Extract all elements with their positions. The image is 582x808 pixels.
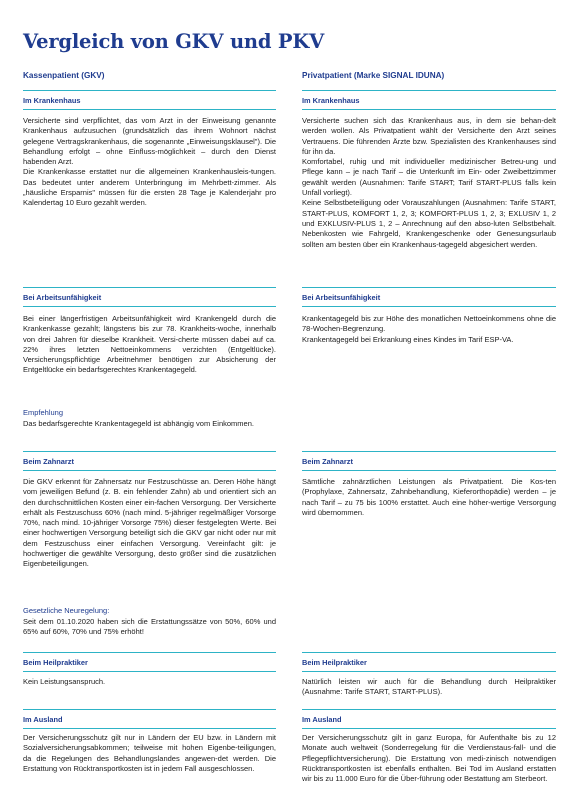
page-title: Vergleich von GKV und PKV: [23, 30, 325, 53]
divider-right: [302, 90, 556, 91]
divider-right: [302, 671, 556, 672]
section-heading-right: Im Krankenhaus: [302, 96, 360, 105]
recommendation-text: Das bedarfsgerechte Krankentagegeld ist abhängig vom Einkommen.: [23, 419, 254, 428]
gkv-dentist-text: Die GKV erkennt für Zahnersatz nur Festzuschüsse an. Deren Höhe hängt vom jeweiligen Befund (z. B. ein fehlender Zahn) ab und orientiert sich an den durchschnittlichen Kosten einer ein-fachen Versorgung. Der Versicherte erhält als Festzuschuss 60% (nach mind. 5-jähriger regelmäßiger Vorsorge 70%, nach mind. 10-jähriger Vorsorge 75%) dieser festgelegten Werte. Bei einer hochwertigen Versorgung beteiligt sich die GKV gar nicht oder nur mit dem Festzuschuss einer einfachen Versorgung. Vereinfacht gilt: je hochwertiger die gewählte Versorgung, desto größer sind die zusätzlichen Eigenbeteiligungen.: [23, 477, 276, 569]
divider-right: [302, 470, 556, 471]
section-heading-right: Beim Heilpraktiker: [302, 658, 367, 667]
divider-left: [23, 90, 276, 91]
section-heading-left: Beim Heilpraktiker: [23, 658, 88, 667]
pkv-dentist-text: Sämtliche zahnärztlichen Leistungen als Privatpatient. Die Kos-ten (Prophylaxe, Zahnersatz, Zahnbehandlung, Kieferorthopädie) werden – je nach Tarif – zu 75 bis 100% erstattet. Auch eine höher-wertige Versorgung wird übernommen.: [302, 477, 556, 517]
gkv-incapacity-text: Bei einer längerfristigen Arbeitsunfähigkeit wird Krankengeld durch die Krankenkasse gezahlt; längstens bis zur 78. Krankheits-woche, innerhalb von drei Jahren für dieselbe Krankheit. Versi-cherte müssen dabei auf ca. 22% ihres letzten Nettoeinkommens verzichten (Entgeltlücke). Versicherungspflichtige Arbeitnehmer benötigen zur Absicherung der Entgeltlücke ein bedarfsgerechtes Krankentagegeld.: [23, 314, 276, 375]
divider-left: [23, 451, 276, 452]
column-heading-gkv: Kassenpatient (GKV): [23, 71, 105, 80]
divider-right: [302, 709, 556, 710]
gkv-hospital-text: Versicherte sind verpflichtet, das vom Arzt in der Einweisung genannte Krankenhaus aufzusuchen (grundsätzlich das ihrem Wohnort nächst gelegene Vertragskrankenhaus, die sogenannte „Einweisungsklausel"). Die Behandlung erfolgt – ohne Einfluss-möglichkeit – durch den Dienst habenden Arzt. Die Krankenkasse erstattet nur die allgemeinen Krankenhausleis-tungen. Das bedeutet unter anderem Unterbringung im Mehrbett-zimmer. Als „häusliche Ersparnis" müssen für die ersten 28 Tage je Kalenderjahr pro Kalendertag 10 Euro gezahlt werden.: [23, 116, 276, 208]
new-regulation-text: Seit dem 01.10.2020 haben sich die Erstattungssätze von 50%, 60% und 65% auf 60%, 70% und 75% erhöht!: [23, 617, 276, 637]
column-heading-pkv: Privatpatient (Marke SIGNAL IDUNA): [302, 71, 445, 80]
divider-left: [23, 470, 276, 471]
divider-left: [23, 652, 276, 653]
section-heading-right: Im Ausland: [302, 715, 342, 724]
divider-left: [23, 728, 276, 729]
divider-right: [302, 109, 556, 110]
divider-right: [302, 306, 556, 307]
divider-right: [302, 287, 556, 288]
pkv-abroad-text: Der Versicherungsschutz gilt in ganz Europa, für Aufenthalte bis zu 12 Monate auch weltweit (Sonderregelung für die Verdienstaus-fall- und die Pflegepflichtversicherung). Die Erstattung von medi-zinisch notwendigen Rücktransportkosten ist ebenfalls enthalten. Bei Tod im Ausland erstatten wir bis zu 11.000 Euro für die Über-führung oder Bestattung am Sterbeort.: [302, 733, 556, 784]
pkv-incapacity-text: Krankentagegeld bis zur Höhe des monatlichen Nettoeinkommens ohne die 78-Wochen-Begrenzung. Krankentagegeld bei Erkrankung eines Kindes im Tarif ESP-VA.: [302, 314, 556, 344]
divider-left: [23, 109, 276, 110]
gkv-abroad-text: Der Versicherungsschutz gilt nur in Ländern der EU bzw. in Ländern mit Sozialversicherungsabkommen; teilweise mit hohen Eigenbe-teiligungen, da die Regelungen des Behandlungslandes angewen-det werden. Die Erstattung von Rücktransportkosten ist in jedem Fall ausgeschlossen.: [23, 733, 276, 773]
section-heading-right: Bei Arbeitsunfähigkeit: [302, 293, 381, 302]
section-heading-right: Beim Zahnarzt: [302, 457, 353, 466]
divider-left: [23, 671, 276, 672]
new-regulation-label: Gesetzliche Neuregelung:: [23, 606, 110, 615]
divider-left: [23, 287, 276, 288]
pkv-naturopath-text: Natürlich leisten wir auch für die Behandlung durch Heilpraktiker (Ausnahme: Tarife START, START-PLUS).: [302, 677, 556, 697]
divider-right: [302, 451, 556, 452]
divider-right: [302, 728, 556, 729]
divider-left: [23, 306, 276, 307]
pkv-hospital-text: Versicherte suchen sich das Krankenhaus aus, in dem sie behan-delt werden wollen. Als Privatpatient wählt der Versicherte den Arzt seines Vertrauens. Die führenden Ärzte bzw. Spezialisten des Krankenhauses sind für ihn da. Komfortabel, ruhig und mit individueller medizinischer Betreu-ung und Pflege kann – je nach Tarif – die Unterkunft im Ein- oder Zweibettzimmer gewählt werden (Ausnahmen: Tarife START; Tarif START-PLUS falls kein Unfall vorliegt). Keine Selbstbeteiligung oder Vorauszahlungen (Ausnahmen: Tarife START, START-PLUS, KOMFORT 1, 2, 3; KOMFORT-PLUS 1, 2, 3; EXLUSIV 1, 2 und EXKLUSIV-PLUS 1, 2 – Anrechnung auf den abso-luten Selbstbehalt. Nebenkosten wie Fahrgeld, Krankengeschenke oder Genesungsurlaub sollten am besten über ein Krankenhaus-tagegeld abgesichert werden.: [302, 116, 556, 249]
gkv-naturopath-text: Kein Leistungsanspruch.: [23, 677, 106, 686]
section-heading-left: Bei Arbeitsunfähigkeit: [23, 293, 102, 302]
divider-right: [302, 652, 556, 653]
section-heading-left: Im Ausland: [23, 715, 63, 724]
section-heading-left: Beim Zahnarzt: [23, 457, 74, 466]
divider-left: [23, 709, 276, 710]
recommendation-label: Empfehlung: [23, 408, 64, 417]
section-heading-left: Im Krankenhaus: [23, 96, 81, 105]
